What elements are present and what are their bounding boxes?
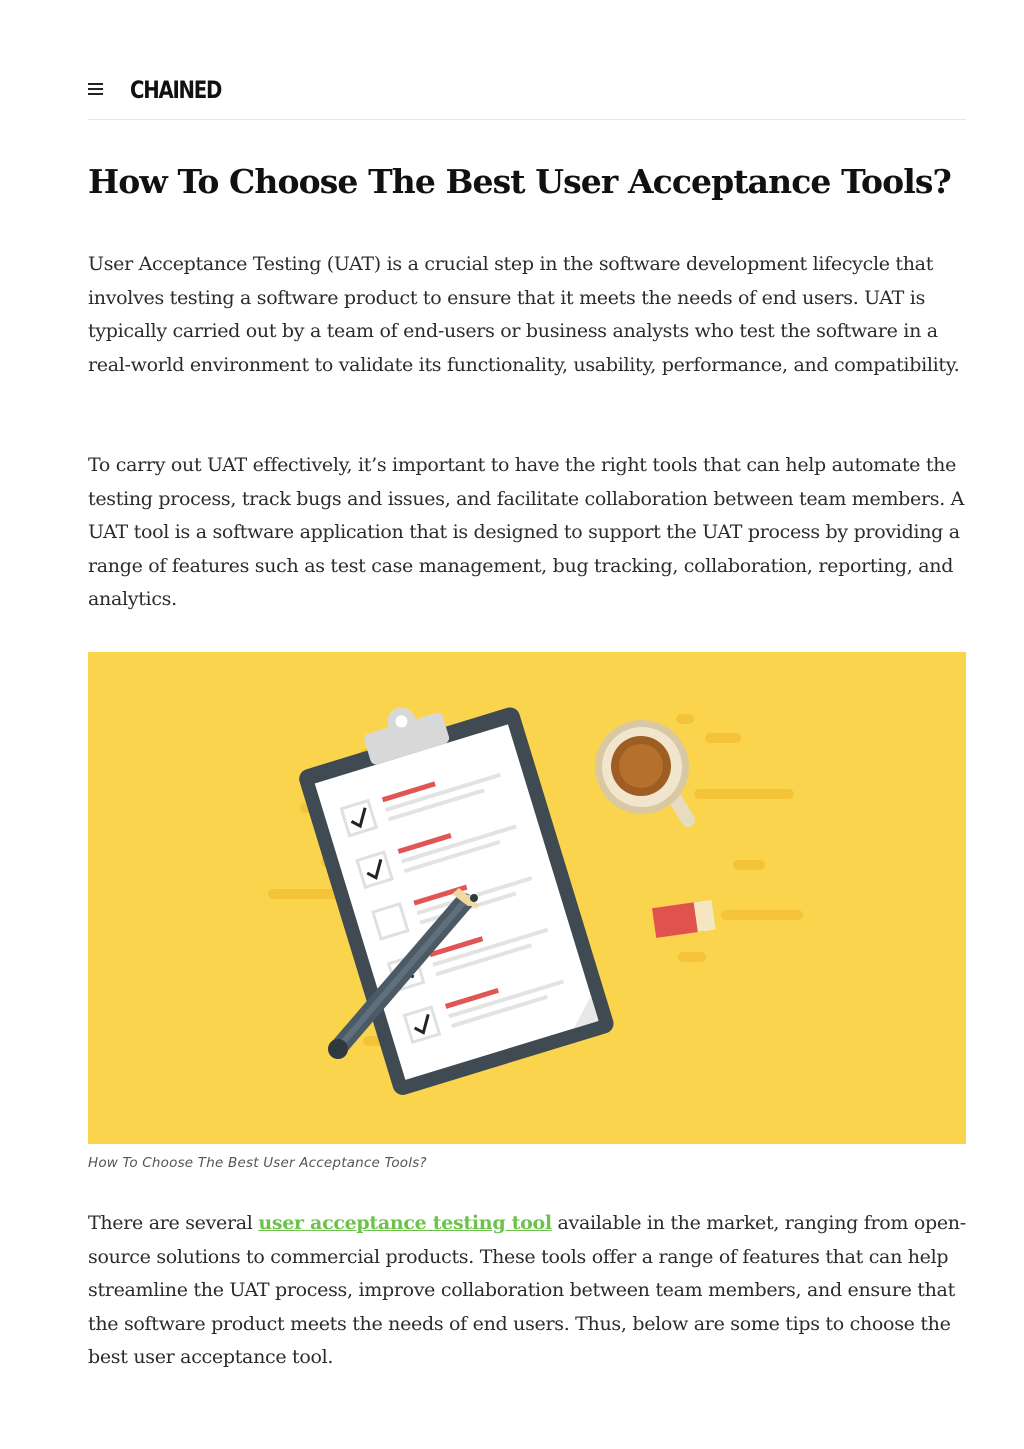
user-acceptance-testing-tool-link[interactable]: user acceptance testing tool: [258, 1212, 552, 1234]
clipboard-icon: [287, 674, 616, 1097]
image-caption: How To Choose The Best User Acceptance Tools?: [88, 1155, 427, 1171]
article-title: How To Choose The Best User Acceptance Tools?: [88, 162, 951, 201]
tools-paragraph-lead: There are several: [88, 1212, 259, 1234]
site-header: [88, 60, 966, 120]
tools-paragraph-rest: available in the market, ranging from open-source solutions to commercial products. These tools offer a range of features that can help streamline the UAT process, improve collaboration between team members, and ensure that the software product meets the needs of end users. Thus, below are some tips to choose the best user acceptance tool.: [88, 1212, 966, 1369]
hero-image-checklist-illustration: [88, 652, 966, 1144]
coffee-cup-icon: [595, 720, 689, 820]
eraser-icon: [652, 900, 716, 938]
intro-paragraph: User Acceptance Testing (UAT) is a crucial step in the software development lifecycle that involves testing a software product to ensure that it meets the needs of end users. UAT is typically carried out by a team of end-users or business analysts who test the software in a real-world environment to validate its functionality, usability, performance, and compatibility.: [88, 253, 960, 376]
site-logo[interactable]: CHAINED: [130, 76, 222, 104]
hamburger-menu-icon[interactable]: [88, 83, 103, 95]
tools-paragraph: [88, 1207, 968, 1375]
uat-tools-paragraph: To carry out UAT effectively, it’s important to have the right tools that can help automate the testing process, track bugs and issues, and facilitate collaboration between team members. A UAT tool is a software application that is designed to support the UAT process by providing a range of features such as test case management, bug tracking, collaboration, reporting, and analytics.: [88, 454, 965, 611]
checklist-illustration: [88, 652, 966, 1144]
